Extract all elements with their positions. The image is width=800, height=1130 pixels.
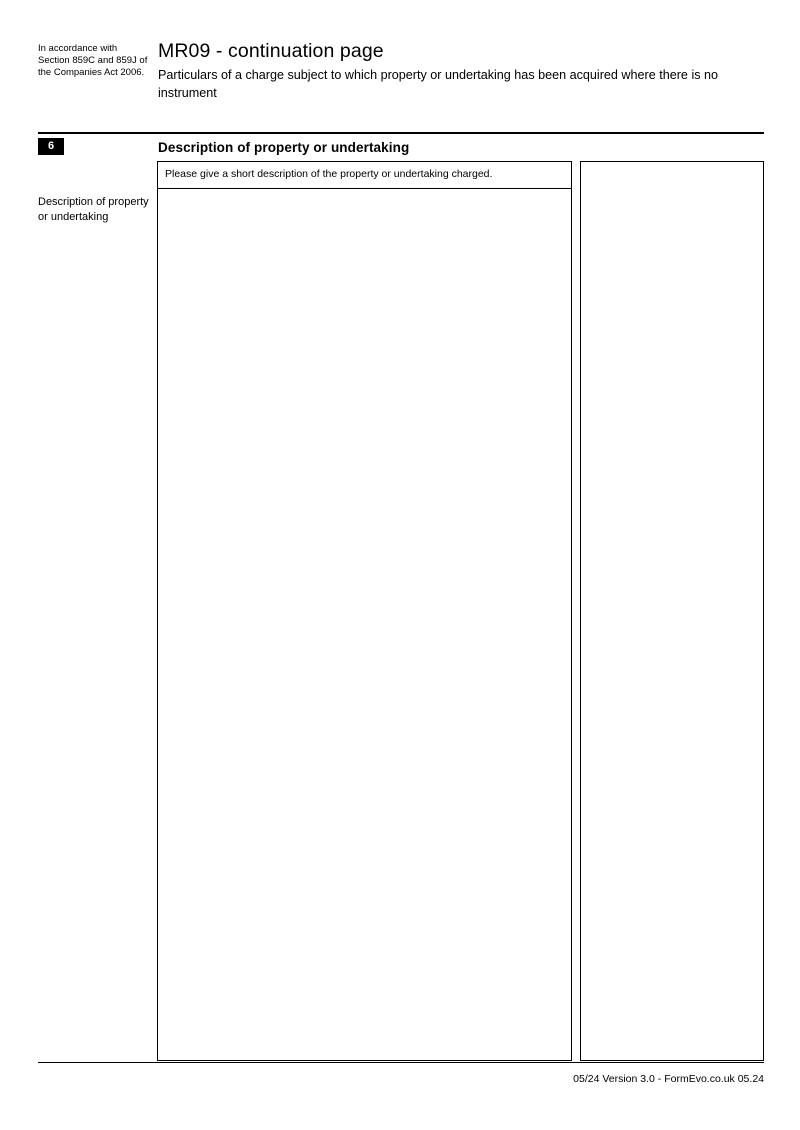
page-title: MR09 - continuation page — [158, 40, 384, 62]
header-divider — [38, 132, 764, 134]
description-input[interactable] — [158, 190, 573, 1060]
section-number-badge: 6 — [38, 138, 64, 155]
footer-divider — [38, 1062, 764, 1063]
description-hint-text: Please give a short description of the property or undertaking charged. — [165, 168, 493, 180]
side-note-input[interactable] — [581, 162, 763, 1060]
side-note-frame — [580, 161, 764, 1061]
margin-label-description: Description of property or undertaking — [38, 196, 149, 223]
title-block — [158, 40, 758, 102]
description-hint-row — [158, 162, 571, 189]
accordance-note: In accordance with Section 859C and 859J of the Companies Act 2006. — [38, 43, 148, 79]
description-field-frame — [157, 161, 572, 1061]
page-subtitle: Particulars of a charge subject to which property or undertaking has been acquired where there is no instrument — [158, 68, 719, 100]
footer-text: 05/24 Version 3.0 - FormEvo.co.uk 05.24 — [573, 1073, 764, 1085]
section-heading: Description of property or undertaking — [158, 140, 410, 155]
